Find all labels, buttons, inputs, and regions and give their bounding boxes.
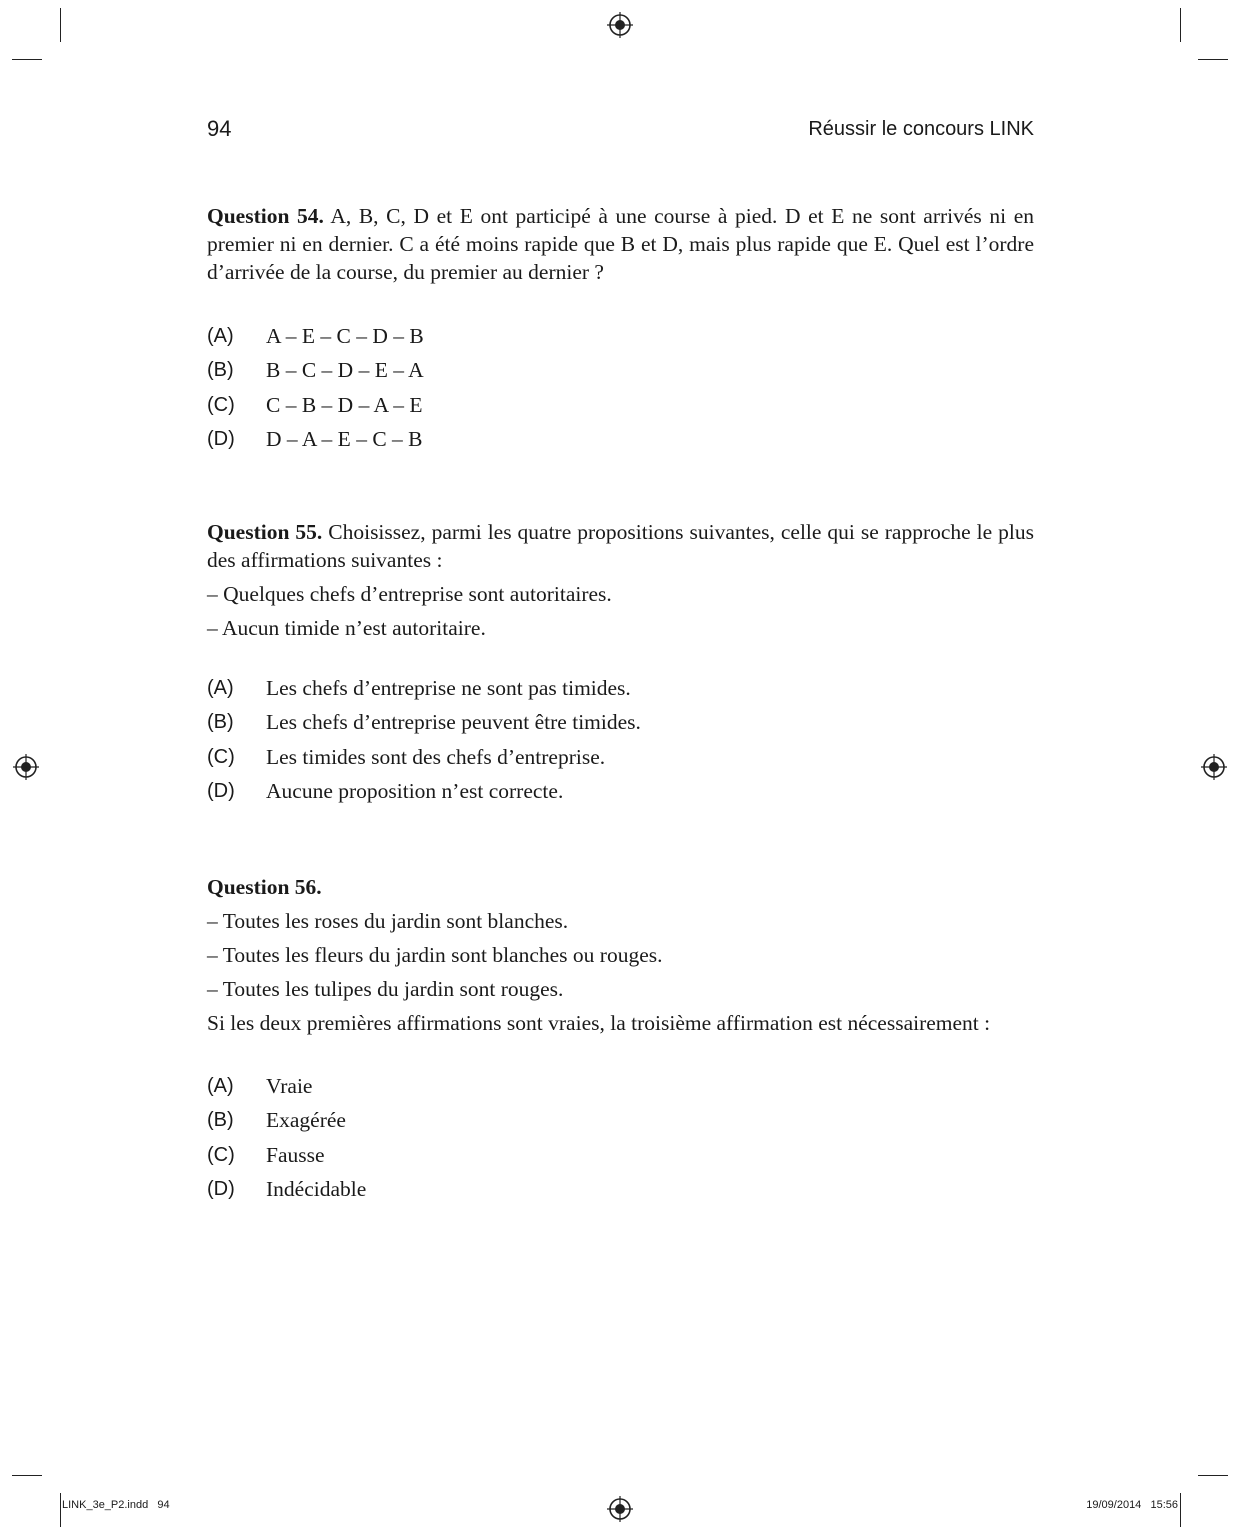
option-letter: (B) — [207, 359, 234, 382]
option-letter: (C) — [207, 745, 235, 768]
crop-mark-bottom-right-vertical — [1180, 1493, 1181, 1527]
statement: – Toutes les tulipes du jardin sont rouges. — [207, 977, 564, 1001]
option-text: Les timides sont des chefs d’entreprise. — [266, 744, 606, 769]
answer-option — [207, 774, 1034, 808]
answer-options — [207, 319, 1034, 456]
question-label: Question 54. — [207, 204, 324, 228]
answer-option — [207, 1069, 1034, 1103]
option-text: C – B – D – A – E — [266, 392, 423, 417]
option-text: Les chefs d’entreprise peuvent être timides. — [266, 710, 641, 735]
crop-mark-top-left-horizontal — [12, 59, 42, 60]
option-letter: (B) — [207, 1109, 234, 1132]
answer-option — [207, 705, 1034, 739]
statement: – Toutes les fleurs du jardin sont blanches ou rouges. — [207, 943, 663, 967]
option-letter: (D) — [207, 1178, 235, 1201]
answer-option — [207, 388, 1034, 422]
crop-mark-bottom-left-horizontal — [12, 1475, 42, 1476]
answer-option — [207, 1138, 1034, 1172]
option-text: Aucune proposition n’est correcte. — [266, 779, 564, 804]
option-text: Indécidable — [266, 1177, 367, 1202]
option-text: Exagérée — [266, 1108, 346, 1133]
registration-mark-icon — [13, 754, 39, 780]
crop-mark-top-left-vertical — [60, 8, 61, 42]
running-title: Réussir le concours LINK — [808, 118, 1034, 140]
crop-mark-bottom-left-vertical — [60, 1493, 61, 1527]
question-label: Question 55. — [207, 520, 323, 544]
option-letter: (C) — [207, 393, 235, 416]
answer-options — [207, 671, 1034, 808]
answer-option — [207, 319, 1034, 353]
slug-file-name: LINK_3e_P2.indd 94 — [62, 1499, 170, 1511]
registration-mark-icon — [1201, 754, 1227, 780]
question-text — [207, 202, 1034, 286]
option-letter: (D) — [207, 780, 235, 803]
crop-mark-top-right-horizontal — [1198, 59, 1228, 60]
answer-option — [207, 671, 1034, 705]
option-text: Les chefs d’entreprise ne sont pas timides. — [266, 676, 631, 701]
registration-mark-icon — [607, 1496, 633, 1522]
option-letter: (A) — [207, 677, 234, 700]
option-letter: (D) — [207, 428, 235, 451]
option-letter: (C) — [207, 1143, 235, 1166]
question-55 — [207, 518, 1034, 808]
registration-mark-icon — [607, 12, 633, 38]
closing-question: Si les deux premières affirmations sont vraies, la troisième affirmation est nécessairement : — [207, 1011, 991, 1035]
answer-option — [207, 422, 1034, 456]
answer-option — [207, 353, 1034, 387]
crop-mark-top-right-vertical — [1180, 8, 1181, 42]
answer-option — [207, 1103, 1034, 1137]
option-text: Vraie — [266, 1074, 313, 1099]
statement: – Aucun timide n’est autoritaire. — [207, 616, 486, 640]
option-text: A – E – C – D – B — [266, 324, 424, 349]
option-text: D – A – E – C – B — [266, 427, 423, 452]
option-text: B – C – D – E – A — [266, 358, 424, 383]
question-body: A, B, C, D et E ont participé à une course à pied. D et E ne sont arrivés ni en premier ni en dernier. C a été moins rapide que B et D, mais plus rapide que E. Quel est l’ordre d’arrivée de la course, du premier au dernier ? — [207, 204, 1034, 284]
question-text — [207, 518, 1034, 574]
option-letter: (A) — [207, 325, 234, 348]
answer-options — [207, 1069, 1034, 1206]
answer-option — [207, 1172, 1034, 1206]
option-letter: (B) — [207, 711, 234, 734]
option-text: Fausse — [266, 1142, 325, 1167]
question-56 — [207, 873, 1034, 1206]
question-body: Choisissez, parmi les quatre propositions suivantes, celle qui se rapproche le plus des affirmations suivantes : — [207, 520, 1034, 572]
statement: – Toutes les roses du jardin sont blanches. — [207, 909, 569, 933]
option-letter: (A) — [207, 1075, 234, 1098]
answer-option — [207, 740, 1034, 774]
slug-timestamp: 19/09/2014 15:56 — [1086, 1499, 1178, 1511]
statement: – Quelques chefs d’entreprise sont autoritaires. — [207, 582, 612, 606]
question-label: Question 56. — [207, 875, 322, 899]
crop-mark-bottom-right-horizontal — [1198, 1475, 1228, 1476]
question-text — [207, 873, 1034, 901]
question-54 — [207, 202, 1034, 456]
page-number: 94 — [207, 116, 232, 141]
